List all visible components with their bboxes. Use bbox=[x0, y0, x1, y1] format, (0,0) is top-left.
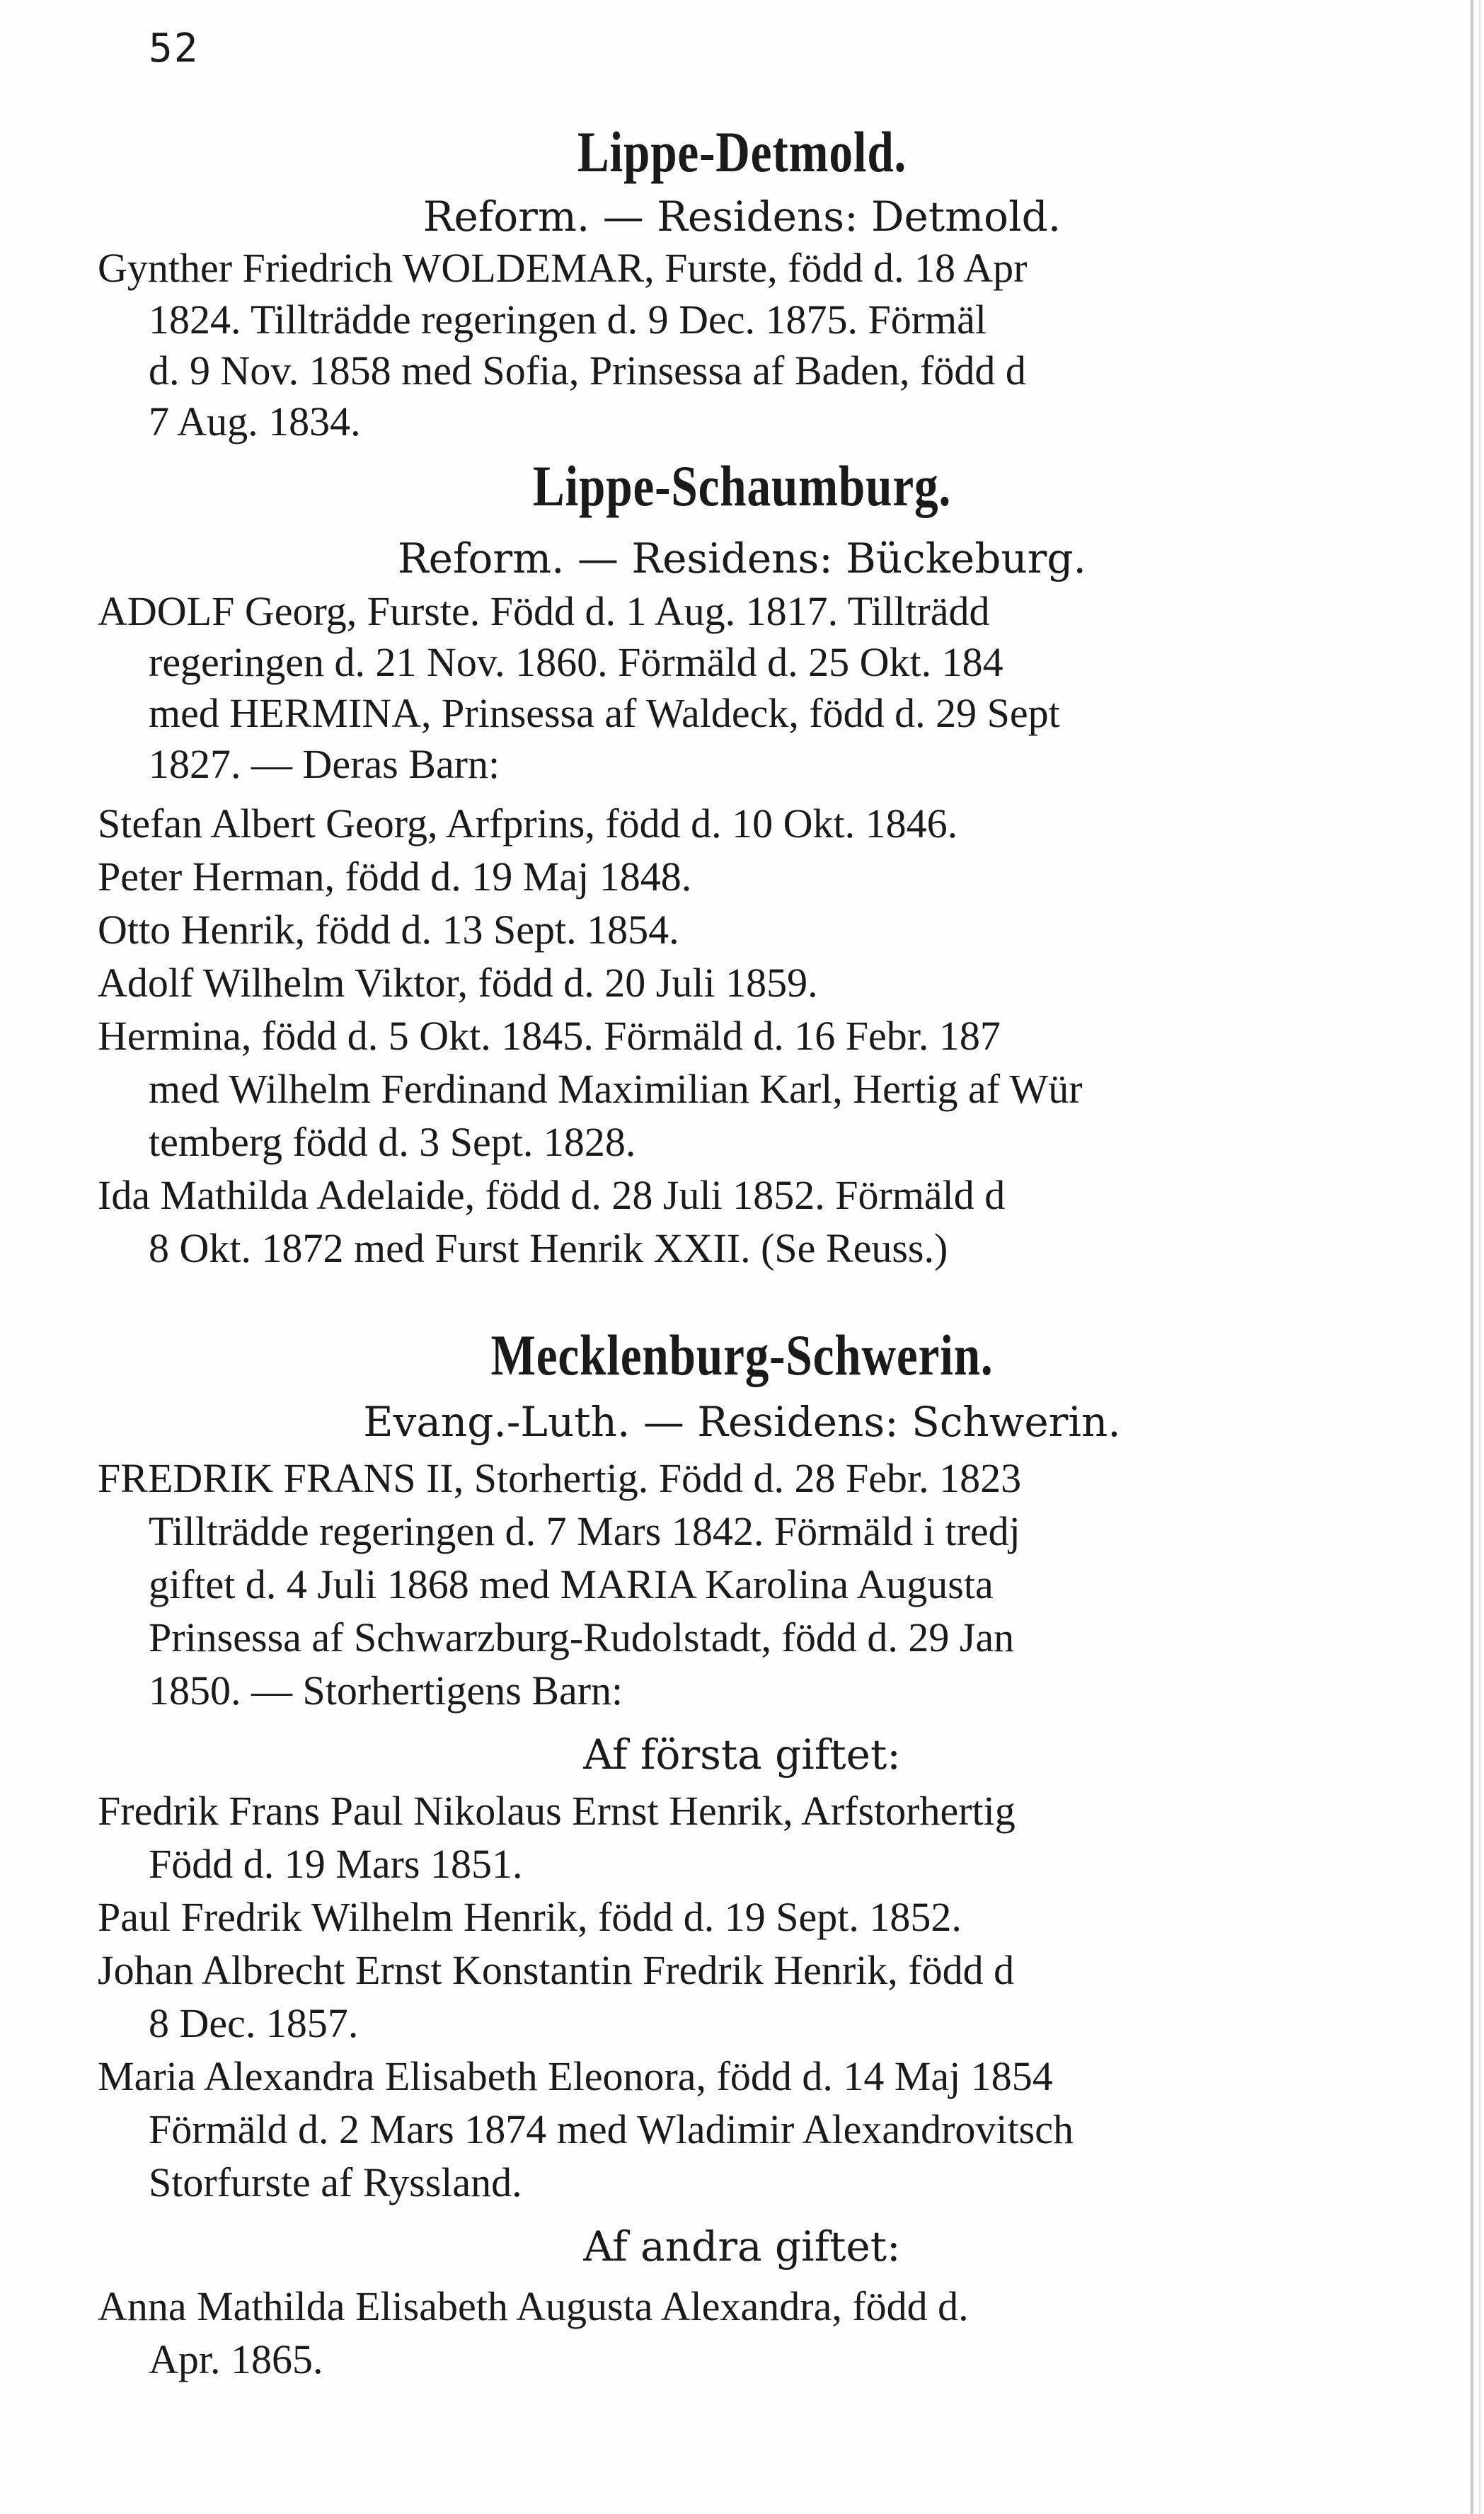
text-line: Gynther Friedrich WOLDEMAR, Furste, född d. 18 Apr bbox=[98, 245, 1028, 291]
text-line: 1824. Tillträdde regeringen d. 9 Dec. 1875. Förmäl bbox=[149, 297, 987, 343]
text-line: temberg född d. 3 Sept. 1828. bbox=[149, 1119, 636, 1165]
text-line: 7 Aug. 1834. bbox=[149, 398, 361, 444]
text-line: Född d. 19 Mars 1851. bbox=[149, 1841, 523, 1887]
text-line: Ida Mathilda Adelaide, född d. 28 Juli 1852. Förmäld d bbox=[98, 1172, 1006, 1218]
text-line: Apr. 1865. bbox=[149, 2336, 323, 2382]
text-line: 1827. — Deras Barn: bbox=[149, 741, 500, 787]
text-line: d. 9 Nov. 1858 med Sofia, Prinsessa af Baden, född d bbox=[149, 348, 1026, 394]
text-line: ADOLF Georg, Furste. Född d. 1 Aug. 1817. Tillträdd bbox=[98, 588, 990, 634]
section-subheading: Reform. — Residens: Detmold. bbox=[422, 193, 1062, 241]
subsection-label: Af andra giftet: bbox=[583, 2222, 901, 2271]
text-line: Paul Fredrik Wilhelm Henrik, född d. 19 Sept. 1852. bbox=[98, 1894, 962, 1940]
text-line: 8 Okt. 1872 med Furst Henrik XXII. (Se Reuss.) bbox=[149, 1225, 948, 1271]
text-line: Peter Herman, född d. 19 Maj 1848. bbox=[98, 854, 692, 900]
text-line: Johan Albrecht Ernst Konstantin Fredrik Henrik, född d bbox=[98, 1947, 1015, 1993]
section-heading-lippe-detmold: Lippe-Detmold. bbox=[577, 120, 907, 184]
text-line: Otto Henrik, född d. 13 Sept. 1854. bbox=[98, 907, 679, 953]
page-edge bbox=[1471, 0, 1473, 2514]
text-line: FREDRIK FRANS II, Storhertig. Född d. 28 Febr. 1823 bbox=[98, 1455, 1022, 1501]
section-heading-lippe-schaumburg: Lippe-Schaumburg. bbox=[532, 454, 952, 518]
text-line: Storfurste af Ryssland. bbox=[149, 2159, 522, 2205]
page-number: 52 bbox=[149, 25, 200, 71]
section-subheading: Evang.-Luth. — Residens: Schwerin. bbox=[363, 1398, 1121, 1446]
text-line: regeringen d. 21 Nov. 1860. Förmäld d. 25 Okt. 184 bbox=[149, 639, 1003, 685]
text-line: med HERMINA, Prinsessa af Waldeck, född d. 29 Sept bbox=[149, 690, 1060, 736]
text-line: 1850. — Storhertigens Barn: bbox=[149, 1668, 623, 1714]
text-line: Maria Alexandra Elisabeth Eleonora, född d. 14 Maj 1854 bbox=[98, 2053, 1053, 2099]
text-line: med Wilhelm Ferdinand Maximilian Karl, Hertig af Wür bbox=[149, 1066, 1083, 1112]
text-line: Adolf Wilhelm Viktor, född d. 20 Juli 1859. bbox=[98, 960, 818, 1006]
text-line: Anna Mathilda Elisabeth Augusta Alexandra, född d. bbox=[98, 2283, 969, 2329]
text-line: Fredrik Frans Paul Nikolaus Ernst Henrik, Arfstorhertig bbox=[98, 1788, 1016, 1834]
text-line: Prinsessa af Schwarzburg-Rudolstadt, född d. 29 Jan bbox=[149, 1614, 1015, 1660]
page-edge-inner bbox=[1479, 0, 1480, 2514]
section-heading-mecklenburg-schwerin: Mecklenburg-Schwerin. bbox=[490, 1323, 994, 1387]
text-line: giftet d. 4 Juli 1868 med MARIA Karolina Augusta bbox=[149, 1561, 994, 1607]
text-line: Stefan Albert Georg, Arfprins, född d. 10 Okt. 1846. bbox=[98, 800, 958, 846]
section-subheading: Reform. — Residens: Bückeburg. bbox=[398, 534, 1086, 582]
text-line: 8 Dec. 1857. bbox=[149, 2000, 359, 2046]
text-line: Tillträdde regeringen d. 7 Mars 1842. Förmäld i tredj bbox=[149, 1508, 1020, 1554]
text-line: Förmäld d. 2 Mars 1874 med Wladimir Alexandrovitsch bbox=[149, 2106, 1074, 2152]
subsection-label: Af första giftet: bbox=[583, 1730, 901, 1779]
text-line: Hermina, född d. 5 Okt. 1845. Förmäld d. 16 Febr. 187 bbox=[98, 1013, 1001, 1059]
